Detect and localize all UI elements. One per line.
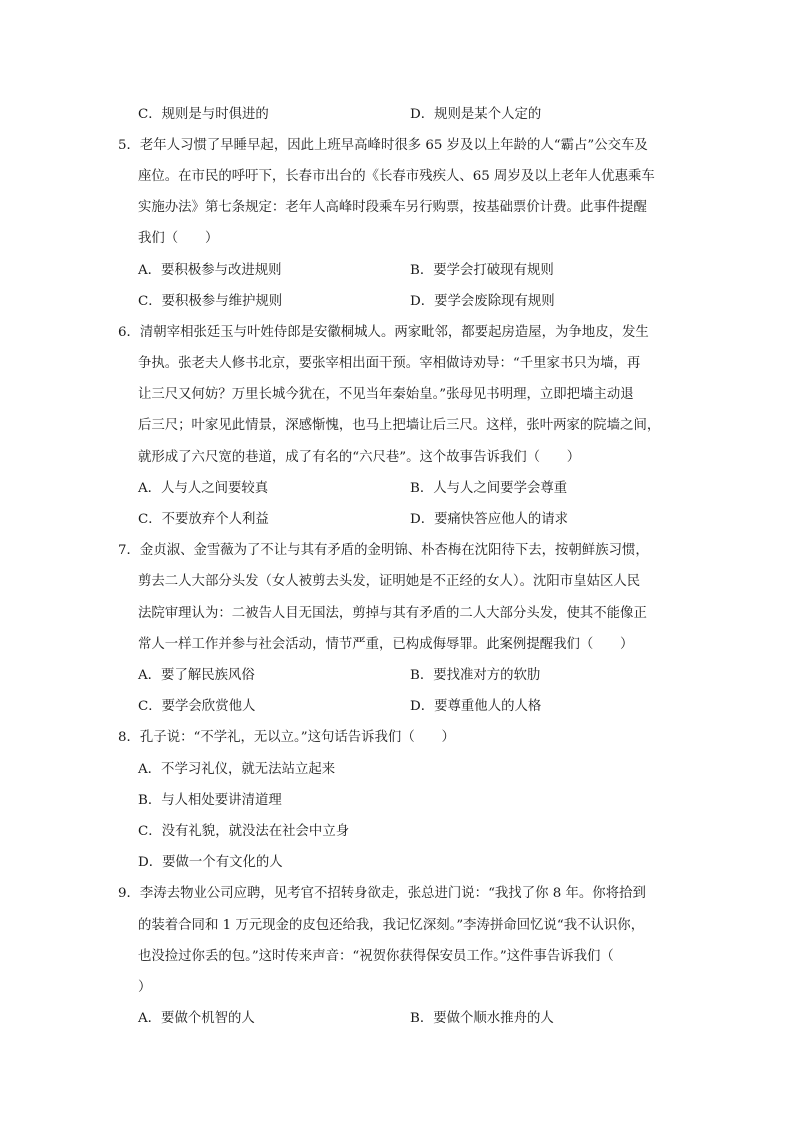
question-5-option-a: A．要积极参与改进规则 [138,263,282,278]
question-9-option-a: A．要做个机智的人 [138,1011,255,1026]
question-6-option-b: B．人与人之间要学会尊重 [410,481,568,496]
question-8-option-c: C．没有礼貌，就没法在社会中立身 [138,824,350,839]
option-c: C．规则是与时俱进的 [138,107,269,122]
question-6-line-3: 让三尺又何妨？万里长城今犹在，不见当年秦始皇。”张母见书明理，立即把墙主动退 [138,387,634,402]
question-5-option-d: D．要学会废除现有规则 [410,294,555,309]
question-8-line-1: 8．孔子说：“不学礼，无以立。”这句话告诉我们（ ） [118,730,455,745]
option-d: D．规则是某个人定的 [410,107,542,122]
question-6-line-1: 6．清朝宰相张廷玉与叶姓侍郎是安徽桐城人。两家毗邻，都要起房造屋，为争地皮，发生 [118,325,649,340]
question-6-line-4: 后三尺；叶家见此情景，深感惭愧，也马上把墙让后三尺。这样，张叶两家的院墙之间， [138,418,661,433]
question-7-line-3: 法院审理认为：二被告人目无国法，剪掉与其有矛盾的二人大部分头发，使其不能像正 [138,606,647,621]
question-8-option-a: A．不学习礼仪，就无法站立起来 [138,762,336,777]
question-6-option-a: A．人与人之间要较真 [138,481,269,496]
question-5-line-2: 座位。在市民的呼吁下，长春市出台的《长春市残疾人、65 周岁及以上老年人优惠乘车 [138,169,655,184]
question-7-option-c: C．要学会欣赏他人 [138,699,256,714]
question-7-line-2: 剪去二人大部分头发（女人被剪去头发，证明她是不正经的女人）。沈阳市皇姑区人民 [138,574,641,589]
question-9-line-2: 的装着合同和 1 万元现金的皮包还给我，我记忆深刻。”李涛拼命回忆说“我不认识你， [138,918,645,933]
question-7-line-1: 7．金贞淑、金雪薇为了不让与其有矛盾的金明锦、朴杏梅在沈阳待下去，按朝鲜族习惯， [118,543,649,558]
question-9-line-3: 也没捡过你丢的包。”这时传来声音：“祝贺你获得保安员工作。”这件事告诉我们（ [138,949,614,964]
question-7-option-b: B．要找准对方的软肋 [410,668,541,683]
question-9-line-4: ） [138,980,152,995]
question-9-line-1: 9．李涛去物业公司应聘，见考官不招转身欲走，张总进门说：“我找了你 8 年。你将拾到 [118,886,646,901]
question-5-line-3: 实施办法》第七条规定：老年人高峰时段乘车另行购票，按基础票价计费。此事件提醒 [138,200,647,215]
question-7-line-4: 常人一样工作并参与社会活动，情节严重，已构成侮辱罪。此案例提醒我们（ ） [138,637,634,652]
question-6-option-d: D．要痛快答应他人的请求 [410,512,569,527]
question-5-line-4: 我们（ ） [138,231,219,246]
question-6-line-5: 就形成了六尺宽的巷道，成了有名的“六尺巷”。这个故事告诉我们（ ） [138,450,581,465]
question-5-line-1: 5．老年人习惯了早睡早起，因此上班早高峰时很多 65 岁及以上年龄的人“霸占”公交车及 [118,138,648,153]
question-8-option-d: D．要做一个有文化的人 [138,855,283,870]
question-6-option-c: C．不要放弃个人利益 [138,512,269,527]
question-8-option-b: B．与人相处要讲清道理 [138,793,282,808]
question-7-option-a: A．要了解民族风俗 [138,668,255,683]
question-7-option-d: D．要尊重他人的人格 [410,699,542,714]
question-9-option-b: B．要做个顺水推舟的人 [410,1011,554,1026]
question-5-option-c: C．要积极参与维护规则 [138,294,283,309]
question-6-line-2: 争执。张老夫人修书北京，要张宰相出面干预。宰相做诗劝导：“千里家书只为墙，再 [138,356,641,371]
question-5-option-b: B．要学会打破现有规则 [410,263,554,278]
